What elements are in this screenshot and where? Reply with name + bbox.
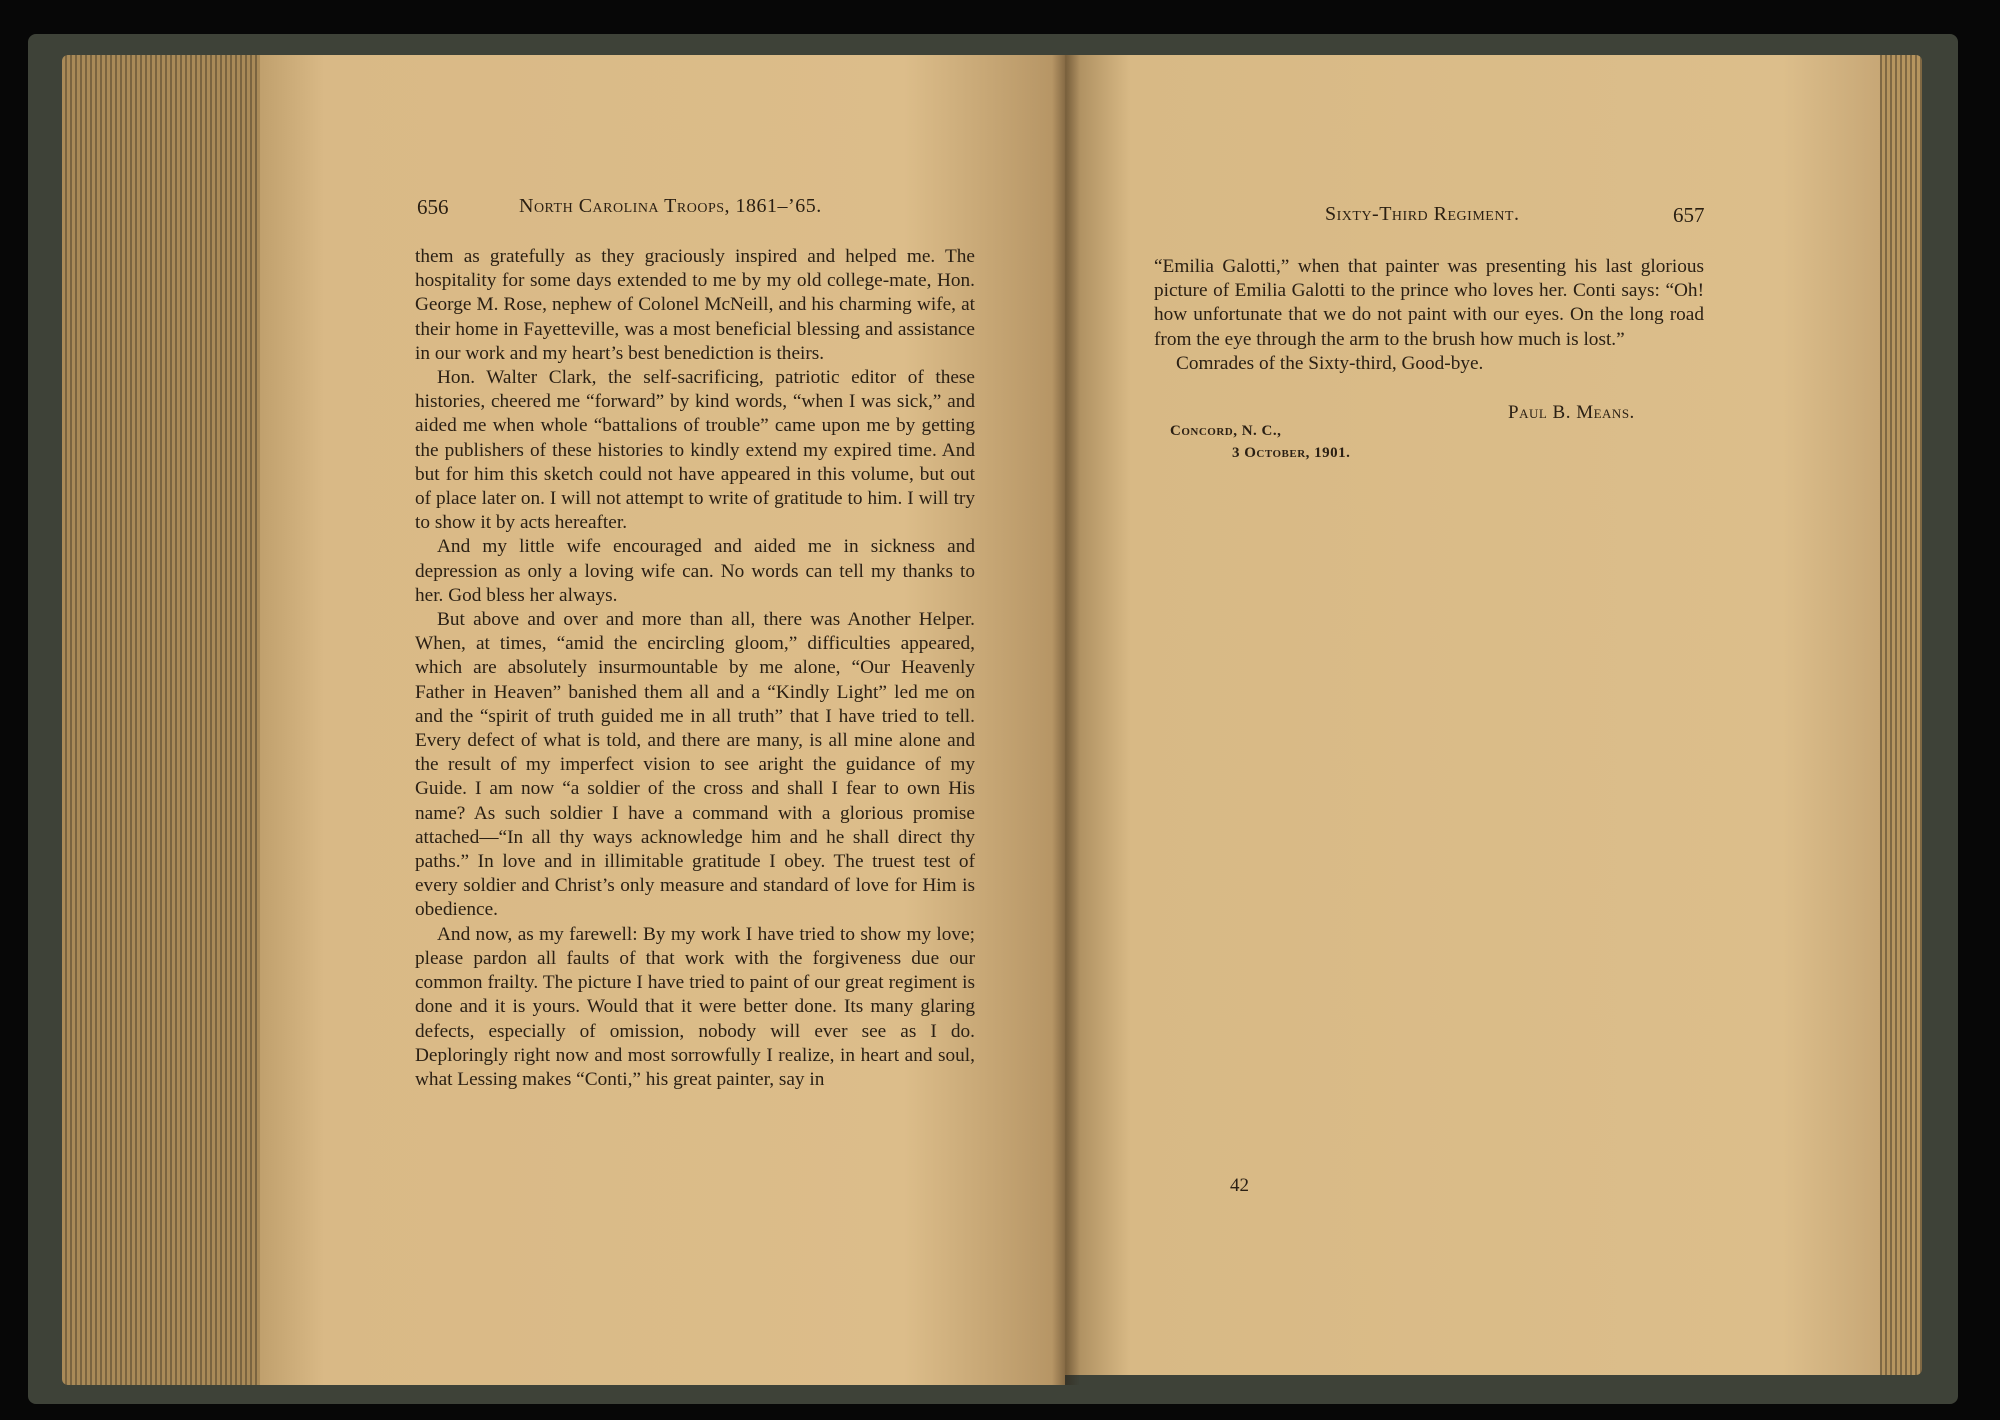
left-page (260, 55, 1065, 1385)
paragraph: And my little wife encouraged and aided me in sickness and depression as only a loving wife can. No words can tell my thanks to her. God bless her always. (415, 536, 975, 606)
paragraph: Comrades of the Sixty-third, Good-bye. (1176, 352, 1484, 374)
paragraph: Hon. Walter Clark, the self-sacrificing, patriotic editor of these histories, cheered me “forward” by kind words, “when I was sick,” and aided me when whole “battalions of trouble” came upon me by getting the publishers of these histories to kindly extend my expired time. And but for him this sketch could not have appeared in this volume, but out of place later on. I will not attempt to write of gratitude to him. I will try to show it by acts hereafter. (415, 367, 975, 534)
left-page-number: 656 (417, 195, 449, 219)
paragraph: But above and over and more than all, there was Another Helper. When, at times, “amid the encircling gloom,” difficulties appeared, which are absolutely insurmountable by me alone, “Our Heavenly Father in Heaven” banished them all and a “Kindly Light” led me on and the “spirit of truth guided me in all truth” that I have tried to tell. Every defect of what is told, and there are many, is all mine alone and the result of my imperfect vision to see aright the guidance of my Guide. I am now “a soldier of the cross and shall I fear to own His name? As such soldier I have a command with a glorious promise attached—“In all thy ways acknowledge him and he shall direct thy paths.” In love and in illimitable gratitude I obey. The truest test of every soldier and Christ’s only measure and standard of love for Him is obedience. (415, 609, 975, 921)
paragraph: And now, as my farewell: By my work I have tried to show my love; please pardon all faults of that work with the forgiveness due our common frailty. The picture I have tried to paint of our great regiment is done and it is yours. Would that it were better done. Its many glaring defects, especially of omission, nobody will ever see as I do. Deploringly right now and most sorrowfully I realize, in heart and soul, what Lessing makes “Conti,” his great painter, say in (415, 923, 975, 1090)
right-running-head: Sixty-Third Regiment. (1325, 203, 1520, 225)
right-page-number: 657 (1673, 203, 1705, 227)
paragraph: them as gratefully as they graciously inspired and helped me. The hospitality for some days extended to me by my old college-mate, Hon. George M. Rose, nephew of Colonel McNeill, and his charming wife, at their home in Fayetteville, was a most beneficial blessing and assistance in our work and my heart’s best benediction is theirs. (415, 246, 975, 364)
right-page (1065, 55, 1880, 1375)
right-body-text (1154, 255, 1704, 376)
dateline-place: Concord, N. C., (1170, 423, 1282, 439)
book-gutter (1052, 55, 1080, 1385)
signature-mark: 42 (1230, 1175, 1249, 1196)
dateline-date: 3 October, 1901. (1232, 445, 1351, 461)
paragraph: “Emilia Galotti,” when that painter was presenting his last glorious picture of Emilia Galotti to the prince who loves her. Conti says: “Oh! how unfortunate that we do not paint with our eyes. On the long road from the eye through the arm to the brush how much is lost.” (1154, 256, 1704, 350)
page-edges-left (62, 55, 262, 1385)
author-signature: Paul B. Means. (1508, 402, 1635, 423)
left-running-head: North Carolina Troops, 1861–’65. (519, 195, 822, 217)
left-body-text (415, 245, 975, 1092)
